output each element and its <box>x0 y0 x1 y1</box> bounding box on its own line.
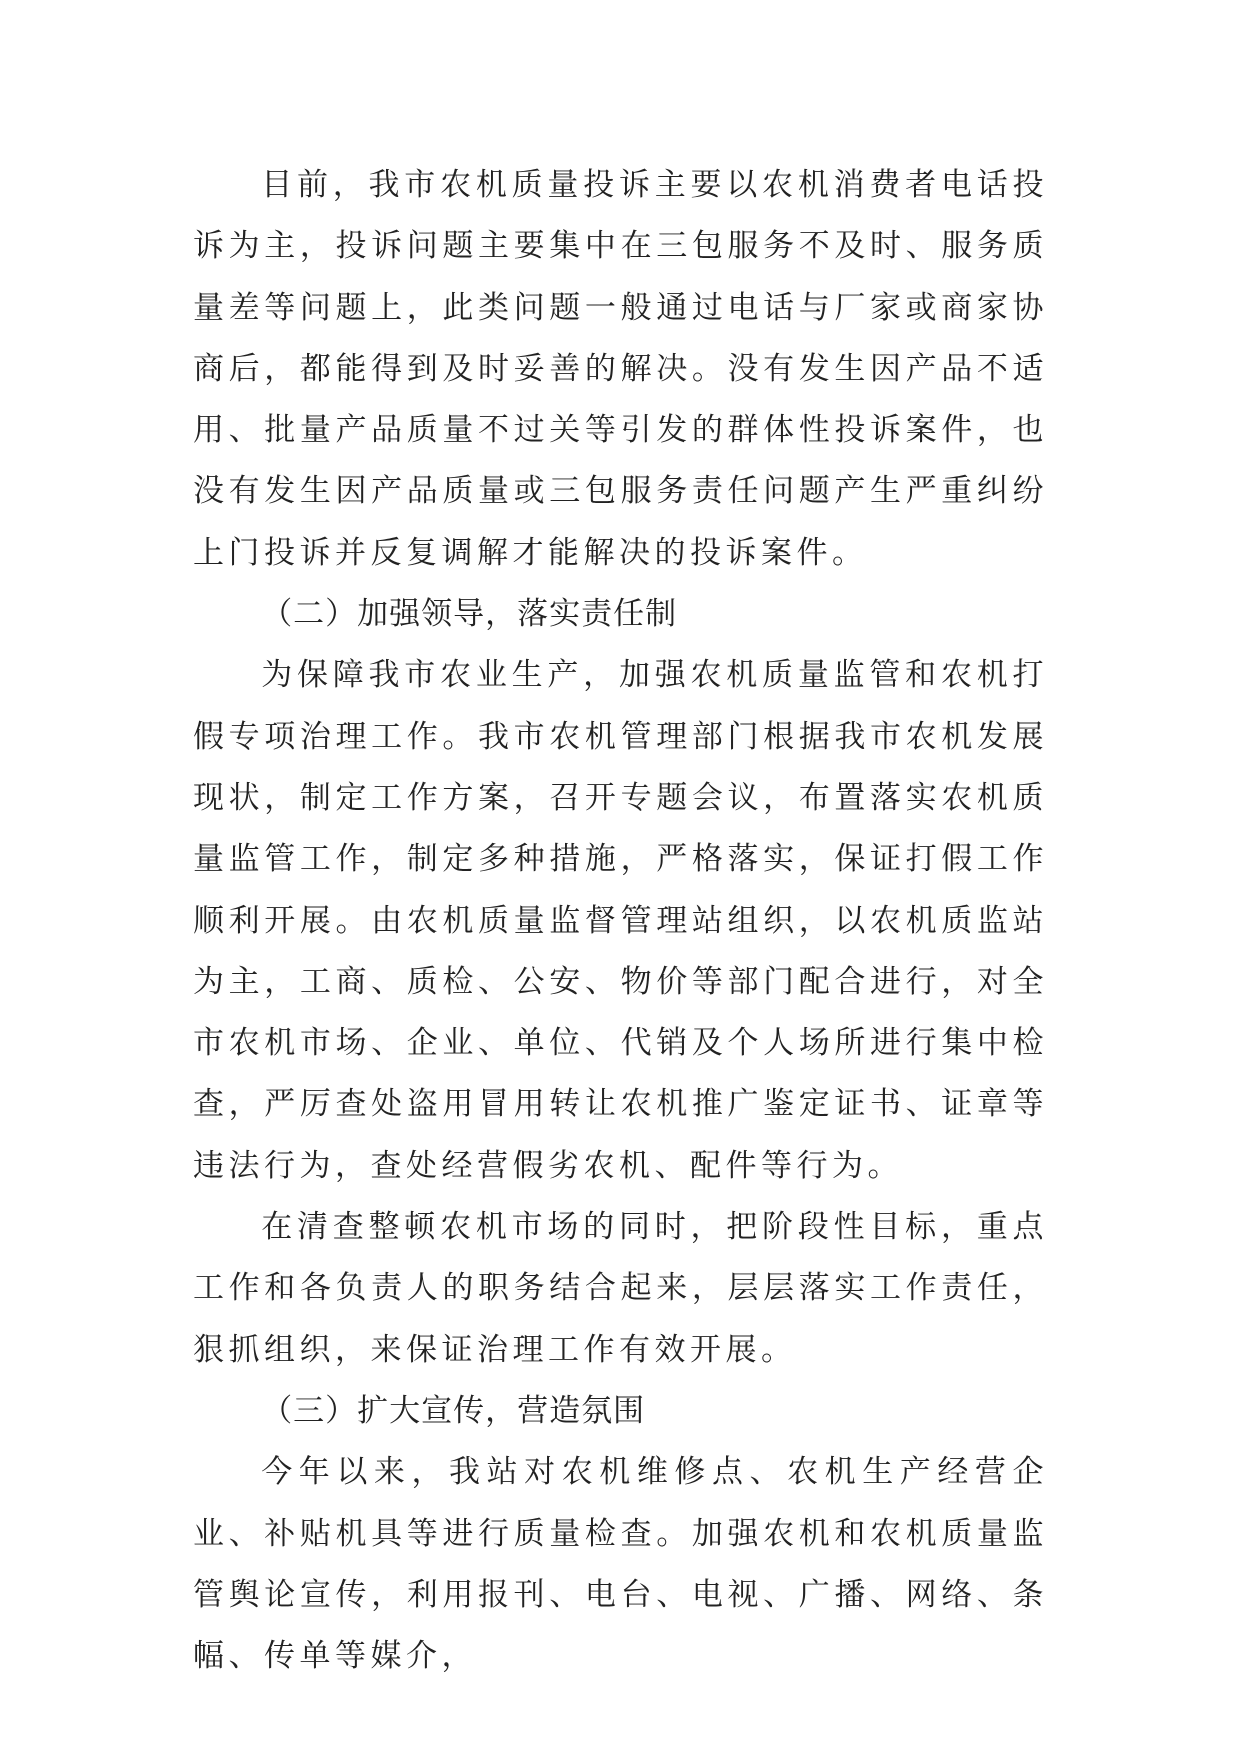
paragraph-publicity: 今年以来，我站对农机维修点、农机生产经营企业、补贴机具等进行质量检查。加强农机和农机质量监管舆论宣传，利用报刊、电台、电视、广播、网络、条幅、传单等媒介， <box>193 1454 1048 1675</box>
section-heading-2: （二）加强领导，落实责任制 <box>261 596 678 633</box>
paragraph-leadership: 为保障我市农业生产，加强农机质量监管和农机打假专项治理工作。我市农机管理部门根据我市农机发展现状，制定工作方案，召开专题会议，布置落实农机质量监管工作，制定多种措施，严格落实，保证打假工作顺利开展。由农机质量监督管理站组织，以农机质监站为主，工商、质检、公安、物价等部门配合进行，对全市农机市场、企业、单位、代销及个人场所进行集中检查，严厉查处盗用冒用转让农机推广鉴定证书、证章等违法行为，查处经营假劣农机、配件等行为。 <box>193 657 1048 1184</box>
document-body <box>193 155 1048 1687</box>
paragraph-market-cleanup: 在清查整顿农机市场的同时，把阶段性目标，重点工作和各负责人的职务结合起来，层层落实工作责任，狠抓组织，来保证治理工作有效开展。 <box>193 1209 1048 1368</box>
section-heading-3: （三）扩大宣传，营造氛围 <box>261 1392 646 1429</box>
paragraph-complaints: 目前，我市农机质量投诉主要以农机消费者电话投诉为主，投诉问题主要集中在三包服务不及时、服务质量差等问题上，此类问题一般通过电话与厂家或商家协商后，都能得到及时妥善的解决。没有发生因产品不适用、批量产品质量不过关等引发的群体性投诉案件，也没有发生因产品质量或三包服务责任问题产生严重纠纷上门投诉并反复调解才能解决的投诉案件。 <box>193 167 1048 571</box>
